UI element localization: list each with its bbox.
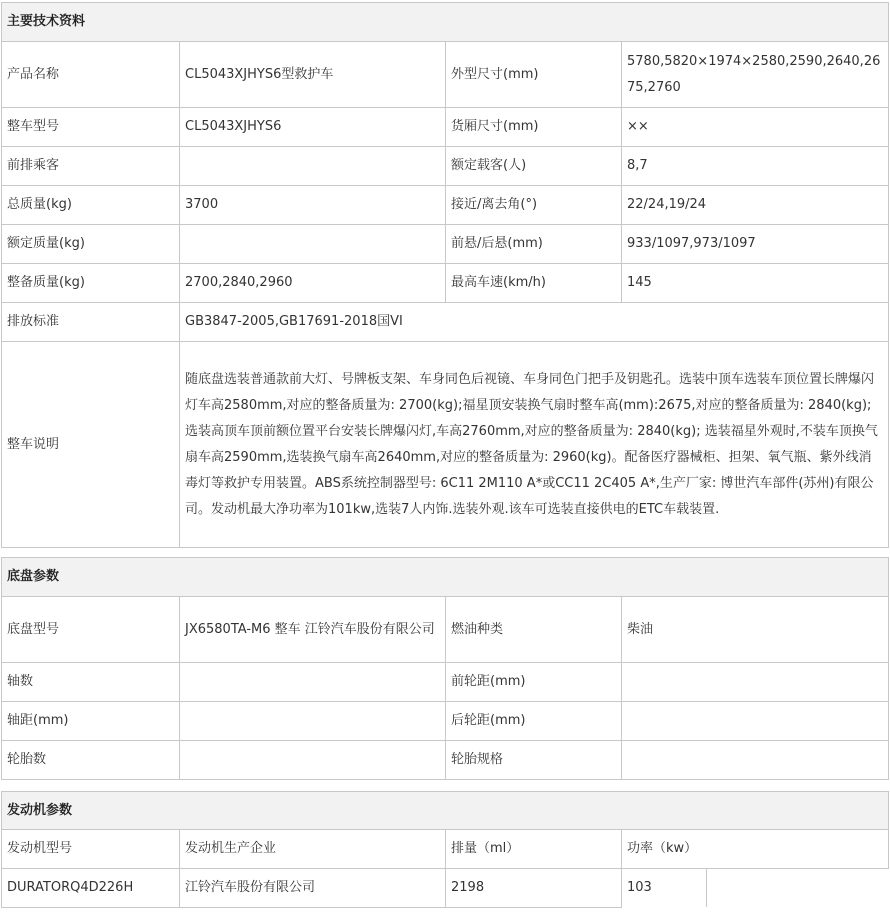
label-tire-spec: 轮胎规格	[446, 741, 622, 780]
header-engine-maker: 发动机生产企业	[180, 830, 446, 869]
value-curb-mass: 2700,2840,2960	[180, 264, 446, 303]
chassis-table	[1, 557, 889, 780]
value-engine-maker: 江铃汽车股份有限公司	[180, 869, 446, 908]
value-overhang: 933/1097,973/1097	[622, 225, 889, 264]
label-angle: 接近/离去角(°)	[446, 186, 622, 225]
label-description: 整车说明	[2, 342, 180, 548]
header-displacement: 排量（ml）	[446, 830, 622, 869]
label-front-track: 前轮距(mm)	[446, 663, 622, 702]
label-rated-passengers: 额定载客(人)	[446, 147, 622, 186]
value-front-passengers	[180, 147, 446, 186]
label-rear-track: 后轮距(mm)	[446, 702, 622, 741]
value-angle: 22/24,19/24	[622, 186, 889, 225]
value-product-name: CL5043XJHYS6型救护车	[180, 42, 446, 108]
label-rated-mass: 额定质量(kg)	[2, 225, 180, 264]
label-model: 整车型号	[2, 108, 180, 147]
label-wheelbase: 轴距(mm)	[2, 702, 180, 741]
header-engine-model: 发动机型号	[2, 830, 180, 869]
value-chassis-model: JX6580TA-M6 整车 江铃汽车股份有限公司	[180, 597, 446, 663]
engine-table	[1, 791, 889, 908]
label-emission: 排放标准	[2, 303, 180, 342]
value-cargo: ××	[622, 108, 889, 147]
value-fuel: 柴油	[622, 597, 889, 663]
label-front-passengers: 前排乘客	[2, 147, 180, 186]
value-rated-mass	[180, 225, 446, 264]
value-emission: GB3847-2005,GB17691-2018国VI	[180, 303, 889, 342]
label-fuel: 燃油种类	[446, 597, 622, 663]
value-description: 随底盘选装普通款前大灯、号牌板支架、车身同色后视镜、车身同色门把手及钥匙孔。选装中顶车选装车顶位置长牌爆闪灯车高2580mm,对应的整备质量为: 2700(kg);福星顶安装换气扇时整车高(mm):2675,对应的整备质量为: 2840(kg);选装高顶车顶前额位置平台安装长牌爆闪灯,车高2760mm,对应的整备质量为: 2840(kg); 选装福星外观时,不装车顶换气扇车高2590mm,选装换气扇车高2640mm,对应的整备质量为: 2960(kg)。配备医疗器械柜、担架、氧气瓶、紫外线消毒灯等救护专用装置。ABS系统控制器型号: 6C11 2M110 A*或CC11 2C405 A*,生产厂家: 博世汽车部件(苏州)有限公司。发动机最大净功率为101kw,选装7人内饰.选装外观.该车可选装直接供电的ETC车载装置.	[180, 342, 889, 548]
value-power: 103	[622, 869, 707, 907]
value-gross-mass: 3700	[180, 186, 446, 225]
section-title-engine: 发动机参数	[2, 792, 889, 830]
label-tires: 轮胎数	[2, 741, 180, 780]
value-model: CL5043XJHYS6	[180, 108, 446, 147]
value-wheelbase	[180, 702, 446, 741]
label-axles: 轴数	[2, 663, 180, 702]
label-max-speed: 最高车速(km/h)	[446, 264, 622, 303]
label-gross-mass: 总质量(kg)	[2, 186, 180, 225]
value-engine-model: DURATORQ4D226H	[2, 869, 180, 908]
label-product-name: 产品名称	[2, 42, 180, 108]
value-front-track	[622, 663, 889, 702]
value-rear-track	[622, 702, 889, 741]
section-title-main: 主要技术资料	[2, 3, 889, 42]
label-overhang: 前悬/后悬(mm)	[446, 225, 622, 264]
header-power: 功率（kw）	[622, 830, 889, 869]
label-chassis-model: 底盘型号	[2, 597, 180, 663]
value-rated-passengers: 8,7	[622, 147, 889, 186]
value-tire-spec	[622, 741, 889, 780]
section-title-chassis: 底盘参数	[2, 558, 889, 597]
value-dimensions: 5780,5820×1974×2580,2590,2640,2675,2760	[622, 42, 889, 108]
value-axles	[180, 663, 446, 702]
value-max-speed: 145	[622, 264, 889, 303]
value-displacement: 2198	[446, 869, 622, 908]
label-curb-mass: 整备质量(kg)	[2, 264, 180, 303]
value-tires	[180, 741, 446, 780]
label-dimensions: 外型尺寸(mm)	[446, 42, 622, 108]
label-cargo: 货厢尺寸(mm)	[446, 108, 622, 147]
main-spec-table	[1, 2, 889, 548]
